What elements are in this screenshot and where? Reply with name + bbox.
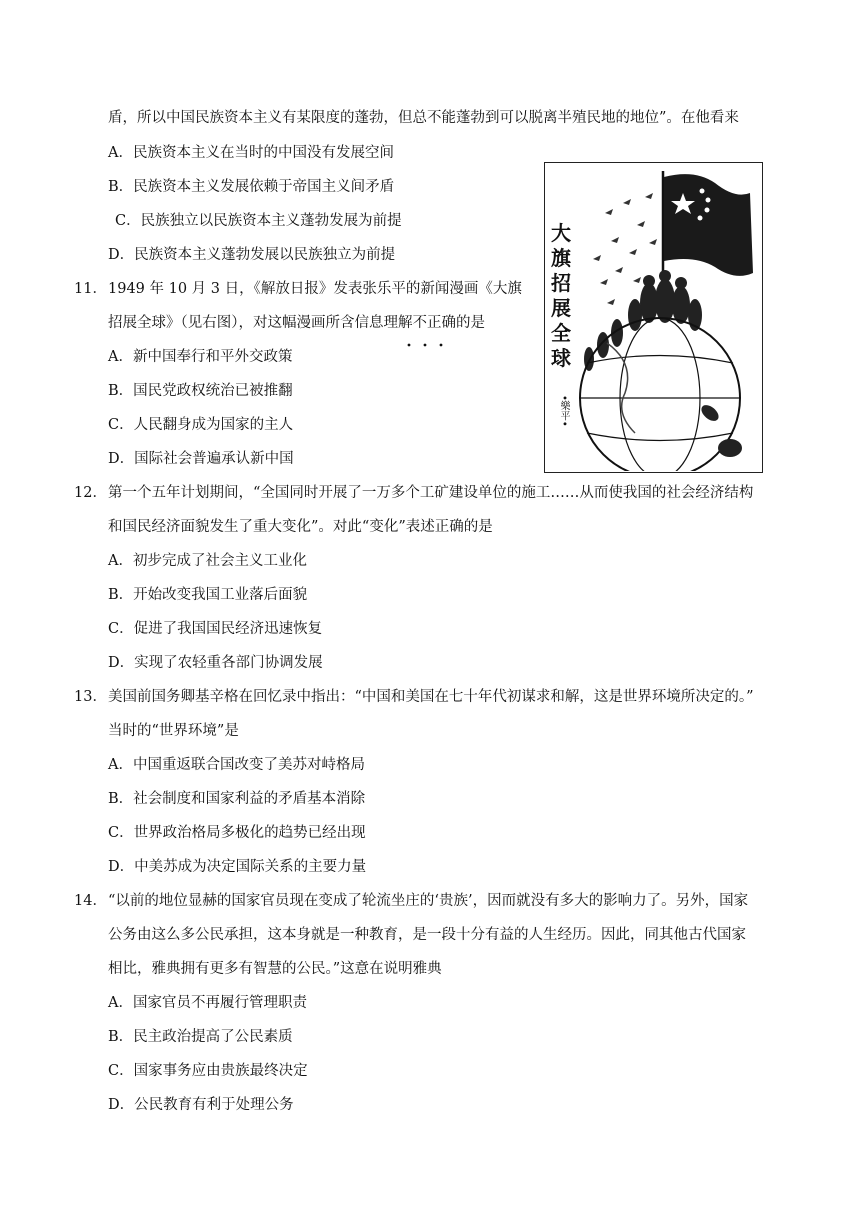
text-line: 盾，所以中国民族资本主义有某限度的蓬勃，但总不能蓬勃到可以脱离半殖民地的地位”。在他看来 <box>108 110 739 126</box>
option-c: C．民族独立以民族资本主义蓬勃发展为前提 <box>115 213 402 229</box>
title-char: 全 <box>551 321 571 345</box>
question-stem: 第一个五年计划期间，“全国同时开展了一万多个工矿建设单位的施工……从而使我国的社会经济结构 <box>108 485 754 501</box>
cartoon-image <box>544 162 763 473</box>
title-char: 旗 <box>551 246 571 270</box>
option-b: B．民族资本主义发展依赖于帝国主义间矛盾 <box>108 179 395 195</box>
question-stem: 1949 年 10 月 3 日，《解放日报》发表张乐平的新闻漫画《大旗 <box>108 281 522 297</box>
option-a: A．民族资本主义在当时的中国没有发展空间 <box>108 145 394 161</box>
question-number: 12． <box>74 485 107 501</box>
option-b: B．社会制度和国家利益的矛盾基本消除 <box>108 791 366 807</box>
option-a: A．中国重返联合国改变了美苏对峙格局 <box>108 757 365 773</box>
option-d: D．实现了农轻重各部门协调发展 <box>108 655 323 671</box>
title-char: 招 <box>551 271 571 295</box>
question-stem: 招展全球》（见右图），对这幅漫画所含信息理解不正确的是 <box>108 315 485 331</box>
question-stem: 和国民经济面貌发生了重大变化”。对此“变化”表述正确的是 <box>108 519 493 535</box>
option-d: D．国际社会普遍承认新中国 <box>108 451 294 467</box>
option-c: C．国家事务应由贵族最终决定 <box>108 1063 308 1079</box>
option-c: C．促进了我国国民经济迅速恢复 <box>108 621 323 637</box>
question-number: 14． <box>74 893 107 909</box>
title-char: 展 <box>551 296 571 320</box>
question-stem: 相比，雅典拥有更多有智慧的公民。”这意在说明雅典 <box>108 961 442 977</box>
title-char: 大 <box>551 221 571 245</box>
option-c: C．世界政治格局多极化的趋势已经出现 <box>108 825 366 841</box>
option-c: C．人民翻身成为国家的主人 <box>108 417 294 433</box>
question-stem: “以前的地位显赫的国家官员现在变成了轮流坐庄的‘贵族’，因而就没有多大的影响力了。另外，国家 <box>108 893 749 909</box>
question-stem: 当时的“世界环境”是 <box>108 723 239 739</box>
cartoon-drawing <box>545 163 761 471</box>
cartoon-signature: •樂平• <box>558 395 569 427</box>
option-a: A．初步完成了社会主义工业化 <box>108 553 307 569</box>
option-d: D．民族资本主义蓬勃发展以民族独立为前提 <box>108 247 396 263</box>
option-a: A．国家官员不再履行管理职责 <box>108 995 307 1011</box>
title-char: 球 <box>551 346 571 370</box>
option-b: B．民主政治提高了公民素质 <box>108 1029 293 1045</box>
option-b: B．开始改变我国工业落后面貌 <box>108 587 308 603</box>
question-number: 11． <box>74 281 107 297</box>
cartoon-title <box>548 221 574 371</box>
option-a: A．新中国奉行和平外交政策 <box>108 349 293 365</box>
option-d: D．中美苏成为决定国际关系的主要力量 <box>108 859 367 875</box>
question-stem: 美国前国务卿基辛格在回忆录中指出：“中国和美国在七十年代初谋求和解，这是世界环境所决定的。” <box>108 689 754 705</box>
option-d: D．公民教育有利于处理公务 <box>108 1097 294 1113</box>
emphasis-dots <box>404 333 484 339</box>
question-stem: 公务由这么多公民承担，这本身就是一种教育，是一段十分有益的人生经历。因此，同其他古代国家 <box>108 927 746 943</box>
option-b: B．国民党政权统治已被推翻 <box>108 383 293 399</box>
question-number: 13． <box>74 689 107 705</box>
